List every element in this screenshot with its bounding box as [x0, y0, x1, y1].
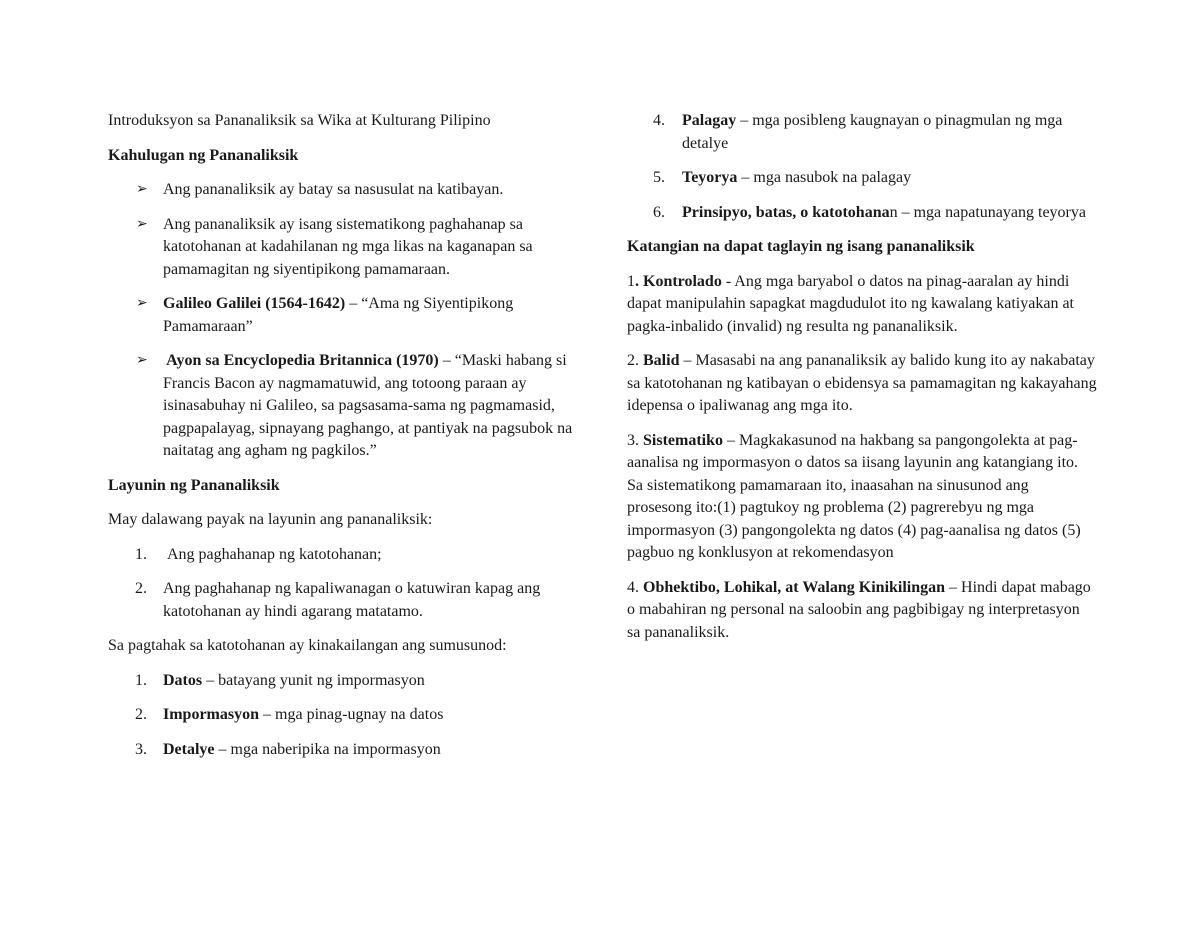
katangian-item: [627, 271, 1097, 339]
katangian-text: - Ang mga baryabol o datos na pinag-aaralan ay hindi dapat manipulahin sapagkat magdudulot ito ng kawalang katiyakan at pagka-inbalido (invalid) ng resulta ng pananaliksik.: [627, 272, 1074, 335]
list-text: – batayang yunit ng impormasyon: [202, 671, 425, 689]
list-number: 4.: [653, 112, 665, 129]
bullet-text: – “Maski habang si Francis Bacon ay nagmamatuwid, ang totoong paraan ay isinasabuhay ni Galileo, sa pagsasama-sama ng pagmamasid, pagpapalayag, sipnayang paghango, at pantiyak na pagsubok na naitatag ang agham ng pagkilos.”: [163, 352, 573, 459]
list-text: n – mga napatunayang teyorya: [889, 203, 1086, 221]
list-number: 3.: [135, 740, 147, 758]
list-text: – mga pinag-ugnay na datos: [259, 706, 444, 723]
list-term: Teyorya: [682, 169, 738, 186]
bullet-bold: Galileo Galilei (1564-1642): [163, 295, 346, 312]
list-text: – mga nasubok na palagay: [737, 169, 912, 186]
bullet-bold: Ayon sa Encyclopedia Britannica (1970): [163, 352, 439, 369]
list-item: [108, 739, 578, 762]
list-text: Ang paghahanap ng kapaliwanagan o katuwiran kapag ang katotohanan ay hindi agarang matatamo.: [163, 580, 541, 620]
katangian-term: Balid: [643, 352, 680, 369]
list-text: – mga naberipika na impormasyon: [214, 740, 441, 758]
right-column: [627, 110, 1097, 656]
katangian-item: [627, 350, 1097, 418]
list-number: 2.: [135, 706, 147, 723]
heading-katangian: Katangian na dapat taglayin ng isang pananaliksik: [627, 238, 975, 255]
list-number: 5.: [653, 169, 665, 186]
list-term: Palagay: [682, 112, 737, 129]
katangian-term: Obhektibo, Lohikal, at Walang Kinikilingan: [643, 578, 946, 596]
list-item: [108, 670, 578, 693]
list-item: [627, 167, 1097, 190]
arrow-bullet-icon: ➢: [136, 296, 148, 311]
list-item: [108, 704, 578, 727]
arrow-bullet-icon: ➢: [136, 353, 148, 368]
katangian-number: 1: [627, 272, 635, 290]
heading-kahulugan: Kahulugan ng Pananaliksik: [108, 146, 299, 164]
katangian-item: [627, 577, 1097, 645]
list-number: 6.: [653, 203, 665, 221]
arrow-bullet-icon: ➢: [136, 182, 148, 197]
bullet-item: [108, 179, 578, 202]
katangian-text: – Masasabi na ang pananaliksik ay balido kung ito ay nakabatay sa katotohanan ng katibayan o ebidensya sa pamamagitan ng kakayahang idepensa o ipaliwanag ang mga ito.: [627, 352, 1097, 414]
list-text: – mga posibleng kaugnayan o pinagmulan ng mga detalye: [682, 112, 1063, 152]
bullet-text: Ang pananaliksik ay batay sa nasusulat na katibayan.: [163, 181, 504, 198]
list-item: [108, 578, 578, 623]
sunod-intro: Sa pagtahak sa katotohanan ay kinakailangan ang sumusunod:: [108, 637, 507, 654]
list-term: Impormasyon: [163, 706, 260, 723]
katangian-term: . Kontrolado: [635, 272, 722, 290]
katangian-number: 4.: [627, 578, 643, 596]
list-item: [627, 202, 1097, 225]
katangian-text: – Magkakasunod na hakbang sa pangongolekta at pag-aanalisa ng impormasyon o datos sa iisang layunin ang katangiang ito. Sa sistematikong pamamaraan ito, inaasahan na sinusunod ang prosesong ito:(1) pagtukoy ng problema (2) pagrerebyu ng mga impormasyon (3) pangongolekta ng datos (4) pag-aanalisa ng datos (5) pagbuo ng konklusyon at rekomendasyon: [627, 431, 1081, 561]
katangian-item: [627, 430, 1097, 565]
layunin-intro: May dalawang payak na layunin ang pananaliksik:: [108, 511, 433, 528]
list-term: Datos: [163, 671, 203, 689]
bullet-item: [108, 293, 578, 338]
list-term: Detalye: [163, 740, 215, 758]
katangian-text: – Hindi dapat mabago o mabahiran ng personal na saloobin ang pagbibigay ng interpretasyon sa pananaliksik.: [627, 578, 1091, 641]
bullet-item: [108, 214, 578, 282]
list-number: 1.: [135, 545, 147, 563]
list-number: 1.: [135, 671, 147, 689]
arrow-bullet-icon: ➢: [136, 216, 148, 232]
katangian-number: 3.: [627, 431, 643, 449]
heading-layunin: Layunin ng Pananaliksik: [108, 476, 280, 494]
list-item: [108, 544, 578, 567]
list-term: Prinsipyo, batas, o katotohana: [682, 203, 890, 221]
bullet-item: [108, 350, 578, 463]
bullet-text: – “Ama ng Siyentipikong Pamamaraan”: [163, 295, 514, 335]
bullet-text: Ang pananaliksik ay isang sistematikong paghahanap sa katotohanan at kadahilanan ng mga likas na kaganapan sa pamamagitan ng siyentipikong pamamaraan.: [163, 215, 533, 278]
katangian-term: Sistematiko: [643, 431, 723, 449]
list-item: [627, 110, 1097, 155]
list-number: 2.: [135, 580, 147, 597]
left-column: [108, 110, 578, 773]
katangian-number: 2.: [627, 352, 643, 369]
document-title: Introduksyon sa Pananaliksik sa Wika at Kulturang Pilipino: [108, 112, 491, 129]
list-text: Ang paghahanap ng katotohanan;: [163, 545, 382, 563]
